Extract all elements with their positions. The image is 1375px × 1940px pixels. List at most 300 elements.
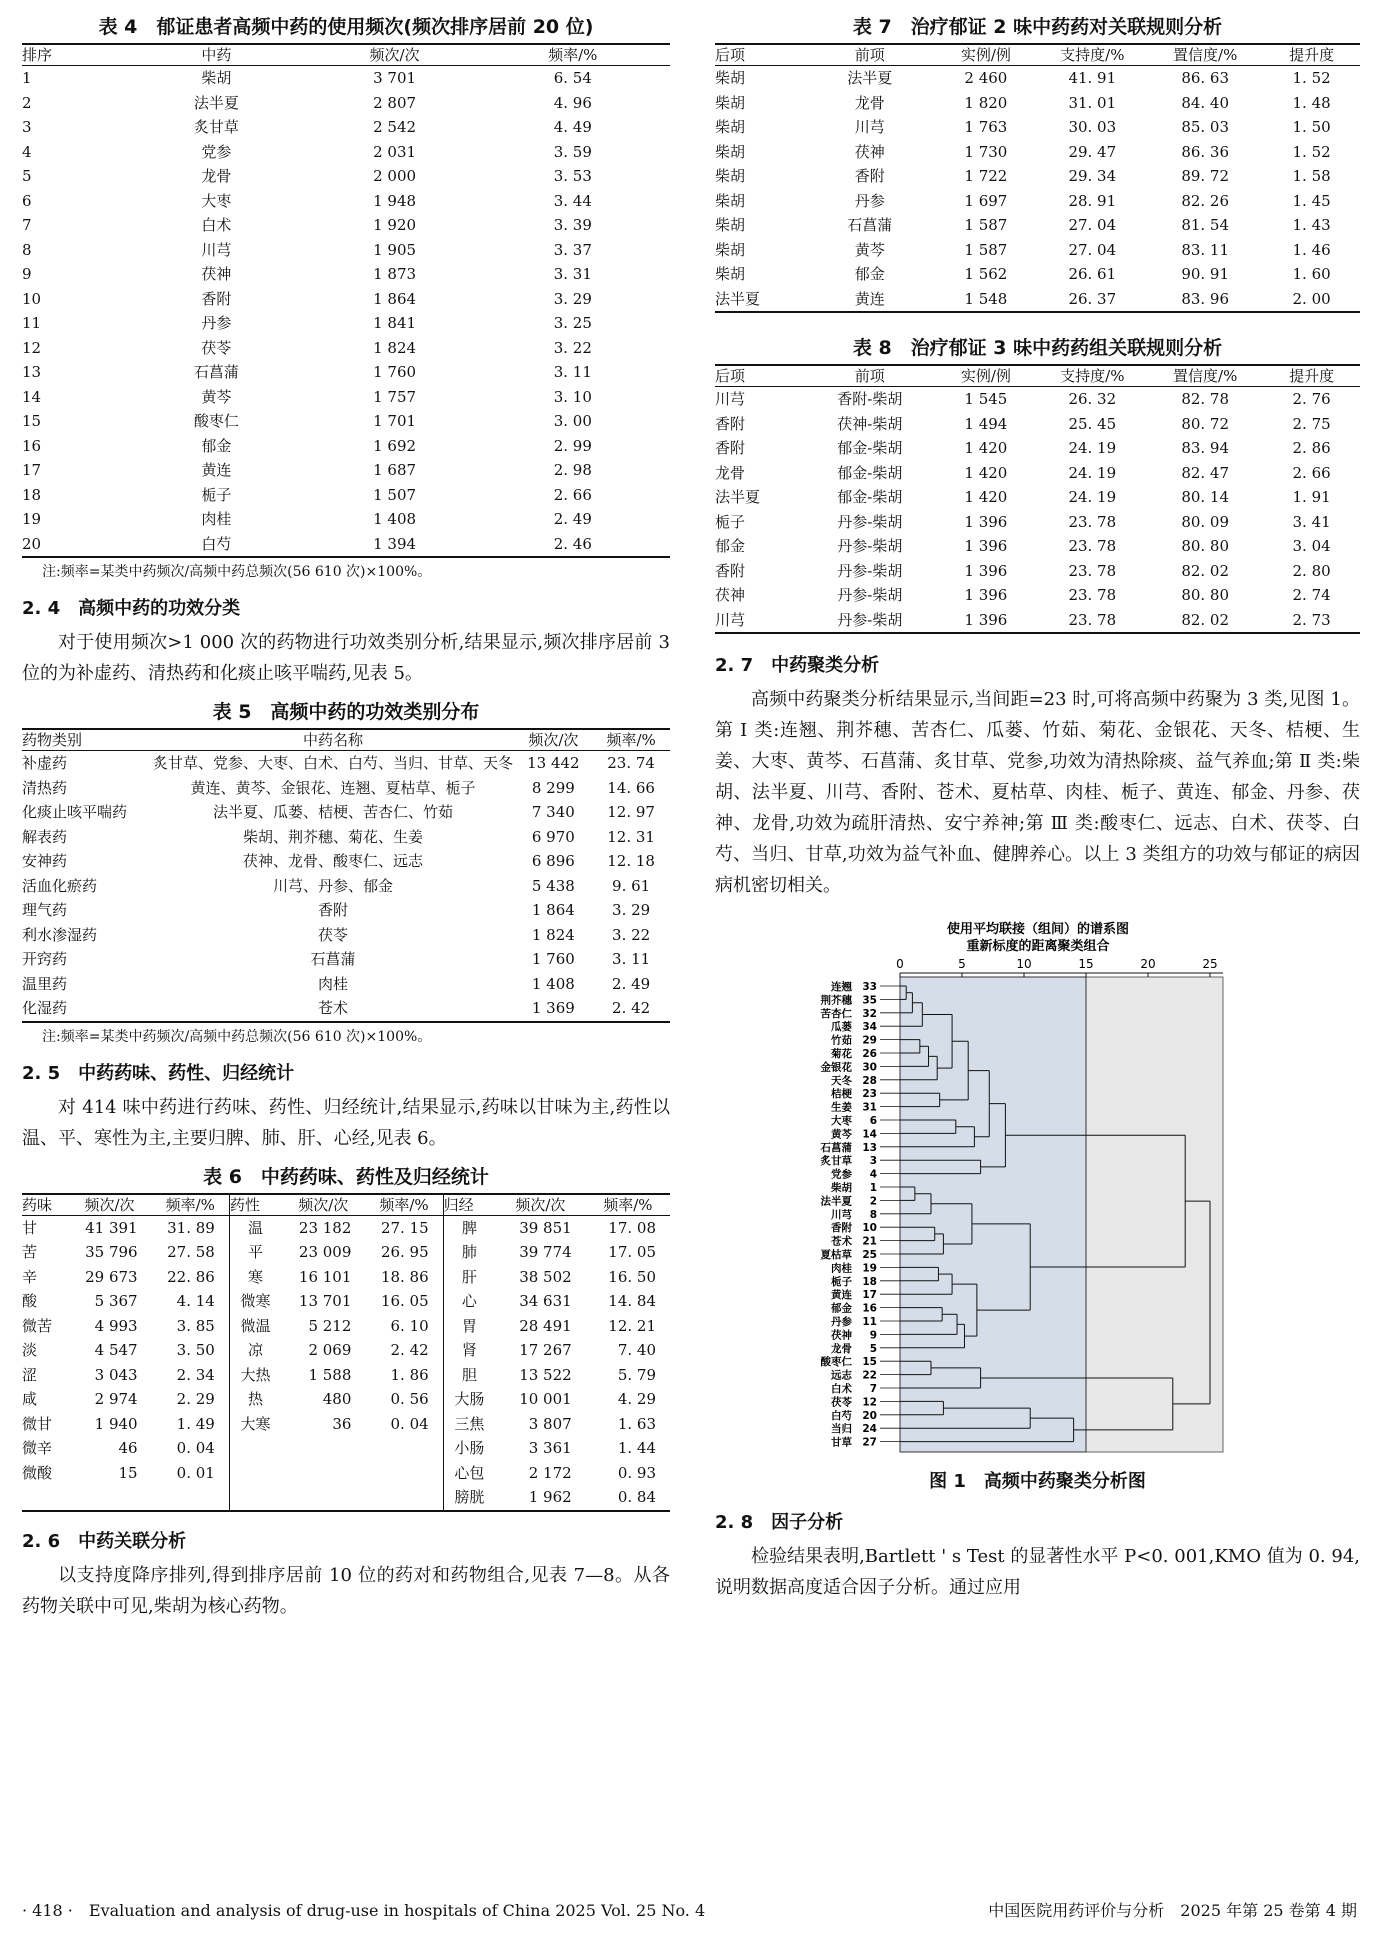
- leaf-id: 1: [869, 1182, 877, 1194]
- axis-tick-label: 0: [895, 957, 904, 971]
- leaf-label: 甘草: [830, 1436, 852, 1449]
- leaf-id: 18: [861, 1275, 877, 1288]
- table4-cell: 1 701: [373, 412, 417, 430]
- table8-cell: 法半夏: [715, 488, 761, 506]
- table8-header: 后项: [715, 367, 746, 385]
- table6-header: 归经: [443, 1194, 495, 1216]
- leaf-label: 苍术: [830, 1235, 852, 1248]
- table6-cell: 微苦: [22, 1316, 53, 1335]
- table8-cell: 龙骨: [715, 463, 746, 482]
- plot-area-left: [900, 977, 1086, 1452]
- table4-cell: 17: [22, 461, 42, 479]
- table4-cell: 黄芩: [201, 387, 232, 406]
- table6-row: [22, 1314, 670, 1339]
- table5-cell: 化湿药: [22, 999, 68, 1017]
- leaf-label: 川芎: [830, 1208, 852, 1221]
- section-heading-2-5: 2. 5 中药药味、药性、归经统计: [22, 1062, 295, 1084]
- table5-cell: 清热药: [22, 778, 68, 797]
- table8-cell: 1 396: [964, 610, 1008, 629]
- leaf-label: 栀子: [830, 1275, 852, 1288]
- table8-cell: 2. 74: [1292, 586, 1331, 604]
- leaf-id: 28: [861, 1074, 877, 1087]
- table8-cell: 1 494: [964, 414, 1008, 433]
- table5-header: 频率/%: [606, 731, 656, 749]
- section-heading-2-4: 2. 4 高频中药的功效分类: [22, 598, 241, 619]
- table4-cell: 12: [22, 338, 42, 357]
- table8-cell: 82. 47: [1181, 463, 1230, 482]
- leaf-id: 20: [861, 1409, 877, 1422]
- table8-header: 支持度/%: [1060, 367, 1125, 385]
- table7-cell: 27. 04: [1068, 240, 1117, 259]
- table4-cell: 1 760: [373, 363, 417, 381]
- table8-cell: 川芎: [715, 610, 746, 629]
- table6-cell: 凉: [229, 1338, 281, 1363]
- table6-cell: 15: [118, 1463, 138, 1482]
- table6-row: [22, 1387, 670, 1412]
- table7-cell: 26. 61: [1068, 265, 1117, 283]
- table8-cell: 茯神: [715, 586, 746, 604]
- table7-cell: 86. 36: [1181, 142, 1230, 161]
- table6-cell: 2 172: [528, 1463, 572, 1482]
- table4-cell: 6: [22, 191, 32, 210]
- leaf-id: 2: [869, 1195, 877, 1208]
- table4-cell: 2: [22, 93, 32, 112]
- leaf-id: 23: [861, 1088, 877, 1101]
- table7-cell: 茯神: [854, 142, 885, 161]
- table7-cell: 31. 01: [1068, 93, 1117, 112]
- table4-cell: 炙甘草: [193, 118, 239, 136]
- table4-cell: 2 542: [373, 118, 417, 136]
- section-heading-2-6: 2. 6 中药关联分析: [22, 1530, 187, 1552]
- table5-cell: 开窍药: [22, 950, 68, 968]
- table6-cell: 0. 84: [617, 1488, 656, 1506]
- table8-cell: 3. 41: [1292, 512, 1331, 531]
- table8-cell: 24. 19: [1068, 488, 1117, 506]
- table8-cell: 丹参-柴胡: [837, 561, 903, 580]
- axis-tick-label: 20: [1139, 957, 1156, 971]
- leaf-label: 酸枣仁: [820, 1356, 852, 1369]
- table6-cell: 微温: [229, 1314, 281, 1339]
- table8-cell: 1 420: [964, 488, 1008, 506]
- table5-cell: 13 442: [527, 754, 580, 772]
- table5-cell: 6 970: [531, 827, 575, 846]
- table5-row: [22, 874, 670, 899]
- table5-caption: 表 5 高频中药的功效类别分布: [212, 701, 480, 723]
- leaf-label: 郁金: [830, 1302, 852, 1315]
- table5-row: [22, 996, 670, 1022]
- table7-cell: 柴胡: [715, 240, 746, 259]
- axis-tick-label: 15: [1077, 957, 1094, 971]
- table4-row: [22, 213, 670, 238]
- table6-cell: 3. 85: [176, 1316, 215, 1335]
- leaf-label: 夏枯草: [820, 1249, 852, 1261]
- table7-cell: 29. 34: [1068, 167, 1117, 185]
- table8-cell: 川芎: [715, 390, 746, 408]
- table4-cell: 3. 11: [553, 363, 592, 381]
- table6-cell: 34 631: [519, 1292, 572, 1310]
- table6-cell: 酸: [22, 1292, 38, 1310]
- table6-row: [22, 1461, 670, 1486]
- table7-row: [715, 91, 1360, 116]
- table8-cell: 郁金-柴胡: [837, 439, 903, 457]
- leaf-label: 柴胡: [830, 1182, 852, 1194]
- table7-cell: 石菖蒲: [847, 216, 893, 234]
- table4-row: [22, 238, 670, 263]
- table8-cell: 80. 09: [1181, 512, 1230, 531]
- table8-cell: 3. 04: [1292, 537, 1331, 555]
- table7-cell: 90. 91: [1181, 265, 1230, 283]
- table6-cell: [281, 1436, 365, 1461]
- table8-row: [715, 510, 1360, 535]
- table5-cell: 1 369: [531, 999, 575, 1017]
- table7-cell: 2. 00: [1292, 289, 1331, 308]
- leaf-label: 金银花: [820, 1061, 852, 1074]
- table4-cell: 2 807: [373, 93, 417, 112]
- table5-cell: 2. 49: [612, 974, 651, 993]
- table8-cell: 香附-柴胡: [837, 390, 903, 408]
- table6-cell: 4 547: [94, 1341, 138, 1359]
- table4-cell: 1 408: [373, 510, 417, 528]
- table6-cell: 0. 93: [617, 1463, 656, 1482]
- table4-row: [22, 409, 670, 434]
- table4-cell: 4. 96: [553, 93, 592, 112]
- leaf-label: 白芍: [830, 1409, 852, 1422]
- table7-cell: 1 697: [964, 191, 1008, 210]
- table4-cell: 15: [22, 412, 42, 430]
- table4-header: 频次/次: [369, 46, 420, 64]
- table8-cell: 郁金: [715, 537, 746, 555]
- table7-cell: 柴胡: [715, 191, 746, 210]
- table5-cell: 23. 74: [607, 754, 655, 772]
- table4-cell: 1 864: [373, 289, 417, 308]
- leaf-label: 丹参: [830, 1316, 852, 1328]
- table6-cell: 微寒: [229, 1289, 281, 1314]
- table4-cell: 16: [22, 436, 42, 455]
- table6-row: [22, 1485, 670, 1511]
- table7-cell: 柴胡: [715, 167, 746, 185]
- table6-row: [22, 1289, 670, 1314]
- leaf-id: 11: [861, 1316, 877, 1328]
- table8-cell: 香附: [715, 414, 746, 433]
- table4-row: [22, 336, 670, 361]
- table4-cell: 5: [22, 167, 32, 185]
- table7-cell: 柴胡: [715, 69, 746, 87]
- table8-row: [715, 436, 1360, 461]
- table7-cell: 1. 48: [1292, 93, 1331, 112]
- table8-caption: 表 8 治疗郁证 3 味中药药组关联规则分析: [852, 337, 1223, 359]
- table6-cell: 涩: [22, 1365, 38, 1384]
- table4-cell: 1 948: [373, 191, 417, 210]
- table6-cell: 心包: [443, 1461, 495, 1486]
- table6-cell: 35 796: [85, 1243, 138, 1261]
- table7-cell: 27. 04: [1068, 216, 1117, 234]
- table6-row: [22, 1215, 670, 1240]
- table8-row: [715, 461, 1360, 486]
- table6-cell: 甘: [22, 1218, 38, 1237]
- leaf-label: 黄连: [830, 1289, 852, 1302]
- table6-cell: [365, 1461, 443, 1486]
- table7-cell: 89. 72: [1181, 167, 1230, 185]
- table4-cell: 白芍: [201, 534, 232, 553]
- leaf-id: 32: [861, 1007, 877, 1020]
- table6-cell: 微甘: [22, 1414, 53, 1433]
- table6-cell: 6. 10: [390, 1316, 429, 1335]
- table4-cell: 19: [22, 510, 42, 528]
- table6-cell: 心: [443, 1289, 495, 1314]
- table4-cell: 川芎: [201, 240, 232, 259]
- table7-header: 置信度/%: [1173, 46, 1238, 64]
- leaf-label: 苦杏仁: [820, 1007, 852, 1020]
- table7-cell: 柴胡: [715, 216, 746, 234]
- leaf-label: 石菖蒲: [820, 1141, 852, 1154]
- table4: [22, 43, 670, 558]
- table4-row: [22, 91, 670, 116]
- section-heading-2-7: 2. 7 中药聚类分析: [715, 655, 880, 676]
- table4-cell: 茯神: [201, 265, 232, 283]
- table5-cell: 温里药: [22, 974, 68, 993]
- table4-row: [22, 507, 670, 532]
- leaf-id: 19: [861, 1262, 877, 1275]
- table4-cell: 2. 66: [553, 485, 592, 504]
- table4-cell: 10: [22, 289, 42, 308]
- axis-tick-label: 25: [1201, 957, 1218, 971]
- leaf-id: 4: [869, 1168, 877, 1181]
- table6-cell: 4. 14: [176, 1292, 215, 1310]
- table6-row: [22, 1240, 670, 1265]
- table8-row: [715, 559, 1360, 584]
- leaf-id: 22: [861, 1369, 877, 1382]
- leaf-label: 茯苓: [830, 1396, 852, 1409]
- table6-cell: 0. 01: [176, 1463, 215, 1482]
- table4-header: 频率/%: [548, 46, 598, 64]
- table6-cell: 热: [229, 1387, 281, 1412]
- table8-header: 实例/例: [960, 367, 1011, 385]
- table7-cell: 30. 03: [1068, 118, 1117, 136]
- table5-note: 注:频率=某类中药频次/高频中药总频次(56 610 次)×100%。: [42, 1028, 432, 1045]
- leaf-label: 黄芩: [830, 1128, 852, 1141]
- leaf-id: 12: [861, 1396, 877, 1409]
- table5-cell: 6 896: [531, 852, 575, 870]
- table7-cell: 1 562: [964, 265, 1008, 283]
- table5-cell: 肉桂: [318, 974, 349, 993]
- table4-cell: 1 507: [373, 485, 417, 504]
- table6-cell: 脾: [443, 1215, 495, 1240]
- table4-row: [22, 262, 670, 287]
- table8-cell: 26. 32: [1068, 390, 1117, 408]
- table5-cell: 苍术: [318, 999, 349, 1017]
- table5: [22, 728, 670, 1023]
- table4-cell: 2. 99: [553, 436, 592, 455]
- table4-cell: 3. 31: [553, 265, 592, 283]
- table4-note: 注:频率=某类中药频次/高频中药总频次(56 610 次)×100%。: [42, 564, 432, 580]
- table8-cell: 24. 19: [1068, 463, 1117, 482]
- leaf-label: 茯神: [830, 1329, 852, 1342]
- table6-header: 药性: [229, 1194, 281, 1216]
- table7-cell: 28. 91: [1068, 191, 1117, 210]
- table8-cell: 80. 14: [1181, 488, 1230, 506]
- leaf-label: 远志: [830, 1369, 852, 1382]
- table5-cell: 柴胡、荆芥穗、菊花、生姜: [243, 827, 424, 846]
- table8-cell: 1 545: [964, 390, 1008, 408]
- table6-cell: 肾: [443, 1338, 495, 1363]
- table7-cell: 1 587: [964, 240, 1008, 259]
- table4-cell: 3. 10: [553, 387, 592, 406]
- table6-cell: 2 069: [308, 1341, 352, 1359]
- table4-cell: 1 841: [373, 314, 417, 332]
- table8-cell: 香附: [715, 439, 746, 457]
- table8-cell: 丹参-柴胡: [837, 512, 903, 531]
- table4-cell: 酸枣仁: [193, 412, 239, 430]
- table5-row: [22, 825, 670, 850]
- table6-cell: [229, 1485, 281, 1511]
- table6-cell: 三焦: [443, 1412, 495, 1437]
- table4-cell: 18: [22, 485, 42, 504]
- leaf-id: 35: [861, 994, 877, 1007]
- table6-row: [22, 1412, 670, 1437]
- table4-cell: 1 824: [373, 338, 417, 357]
- table8-row: [715, 412, 1360, 437]
- table5-cell: 石菖蒲: [310, 950, 356, 968]
- table6-cell: 淡: [22, 1341, 38, 1359]
- table4-row: [22, 385, 670, 410]
- table4-cell: 石菖蒲: [193, 363, 239, 381]
- table8-row: [715, 534, 1360, 559]
- table5-cell: 7 340: [531, 803, 575, 821]
- table8-row: [715, 608, 1360, 634]
- table4-row: [22, 189, 670, 214]
- table7-header: 实例/例: [960, 46, 1011, 64]
- table6-cell: 大热: [229, 1363, 281, 1388]
- table4-cell: 肉桂: [201, 510, 232, 528]
- table6-cell: 微酸: [22, 1463, 53, 1482]
- table7-header: 后项: [715, 46, 746, 64]
- table8-header: 前项: [854, 367, 885, 385]
- table4-cell: 1 692: [373, 436, 417, 455]
- leaf-id: 33: [861, 981, 877, 993]
- table7-cell: 1 548: [964, 289, 1008, 308]
- table5-cell: 12. 31: [607, 827, 655, 846]
- table6-cell: 0. 04: [390, 1414, 429, 1433]
- table8-cell: 83. 94: [1181, 439, 1230, 457]
- plot-area-right: [1086, 977, 1223, 1452]
- table7-cell: 86. 63: [1181, 69, 1230, 87]
- leaf-id: 14: [861, 1128, 877, 1141]
- table4-row: [22, 164, 670, 189]
- table6-cell: 胆: [443, 1363, 495, 1388]
- table7-cell: 1. 50: [1292, 118, 1331, 136]
- leaf-label: 天冬: [830, 1074, 852, 1087]
- leaf-id: 29: [861, 1034, 877, 1047]
- leaf-label: 连翘: [830, 981, 852, 993]
- leaf-label: 当归: [830, 1423, 852, 1436]
- leaf-id: 17: [861, 1289, 877, 1302]
- table4-cell: 郁金: [201, 436, 232, 455]
- dendrogram: [798, 917, 1278, 1457]
- table7-cell: 柴胡: [715, 142, 746, 161]
- table5-header: 中药名称: [303, 731, 364, 749]
- footer-right: 中国医院用药评价与分析 2025 年第 25 卷第 4 期: [988, 1901, 1357, 1920]
- table6-cell: [365, 1485, 443, 1511]
- table7-cell: 1 763: [964, 118, 1008, 136]
- table8-cell: 23. 78: [1068, 561, 1117, 580]
- leaf-label: 龙骨: [830, 1342, 852, 1355]
- table5-cell: 香附: [318, 901, 349, 919]
- table8-cell: 茯神-柴胡: [837, 414, 903, 433]
- table4-row: [22, 115, 670, 140]
- table4-cell: 3. 44: [553, 191, 592, 210]
- table4-cell: 3. 39: [553, 216, 592, 234]
- table7-cell: 81. 54: [1181, 216, 1230, 234]
- figure-title: 使用平均联接（组间）的谱系图: [946, 922, 1129, 937]
- table4-cell: 黄连: [201, 461, 232, 479]
- table6-cell: 22. 86: [167, 1267, 215, 1286]
- table4-row: [22, 532, 670, 558]
- table5-cell: 9. 61: [612, 876, 651, 895]
- table6-cell: 480: [322, 1390, 352, 1408]
- leaf-label: 肉桂: [830, 1262, 852, 1275]
- table6-cell: 17 267: [519, 1341, 572, 1359]
- table4-cell: 1 905: [373, 240, 417, 259]
- table4-cell: 2 031: [373, 142, 417, 161]
- table5-row: [22, 923, 670, 948]
- table8-cell: 25. 45: [1068, 414, 1117, 433]
- leaf-id: 15: [861, 1356, 877, 1369]
- table6-cell: 小肠: [443, 1436, 495, 1461]
- table8-cell: 丹参-柴胡: [837, 537, 903, 555]
- table6-cell: 23 009: [298, 1243, 352, 1261]
- table4-cell: 14: [22, 387, 42, 406]
- table6-cell: 10 001: [519, 1390, 572, 1408]
- table7-cell: 1. 52: [1292, 142, 1331, 161]
- table8-cell: 郁金-柴胡: [837, 488, 903, 506]
- table5-cell: 茯神、龙骨、酸枣仁、远志: [243, 852, 424, 870]
- table5-cell: 14. 66: [607, 778, 655, 797]
- table7-row: [715, 189, 1360, 214]
- table7-row: [715, 140, 1360, 165]
- table6-cell: 1 940: [94, 1414, 138, 1433]
- table6-cell: [281, 1485, 365, 1511]
- table5-cell: 炙甘草、党参、大枣、白术、白芍、当归、甘草、天冬: [153, 754, 514, 772]
- table8-cell: 23. 78: [1068, 512, 1117, 531]
- table7-cell: 丹参: [854, 191, 885, 210]
- table6-cell: 3 807: [528, 1414, 572, 1433]
- table6-cell: [67, 1485, 151, 1511]
- table6-cell: 1 588: [308, 1365, 352, 1384]
- table5-cell: 法半夏、瓜蒌、桔梗、苦杏仁、竹茹: [213, 803, 454, 821]
- table8-cell: 1 420: [964, 463, 1008, 482]
- table4-cell: 1: [22, 69, 32, 87]
- table6-row: [22, 1363, 670, 1388]
- table6-cell: 1. 63: [617, 1414, 656, 1433]
- table6-cell: 3 361: [528, 1439, 572, 1457]
- table8-cell: 1 396: [964, 561, 1008, 580]
- table4-header: 排序: [22, 46, 53, 64]
- table6-cell: 17. 08: [608, 1218, 656, 1237]
- table8-cell: 1 396: [964, 537, 1008, 555]
- table4-cell: 1 394: [373, 534, 417, 553]
- table4-row: [22, 311, 670, 336]
- table7-cell: 1. 46: [1292, 240, 1331, 259]
- table8-cell: 2. 80: [1292, 561, 1331, 580]
- leaf-id: 25: [861, 1249, 877, 1261]
- table5-row: [22, 751, 670, 776]
- table7-cell: 龙骨: [854, 93, 885, 112]
- table8-cell: 82. 02: [1181, 610, 1230, 629]
- table4-cell: 2. 46: [553, 534, 592, 553]
- table7-cell: 1. 45: [1292, 191, 1331, 210]
- table6-cell: 辛: [22, 1267, 38, 1286]
- table8-cell: 1. 91: [1292, 488, 1331, 506]
